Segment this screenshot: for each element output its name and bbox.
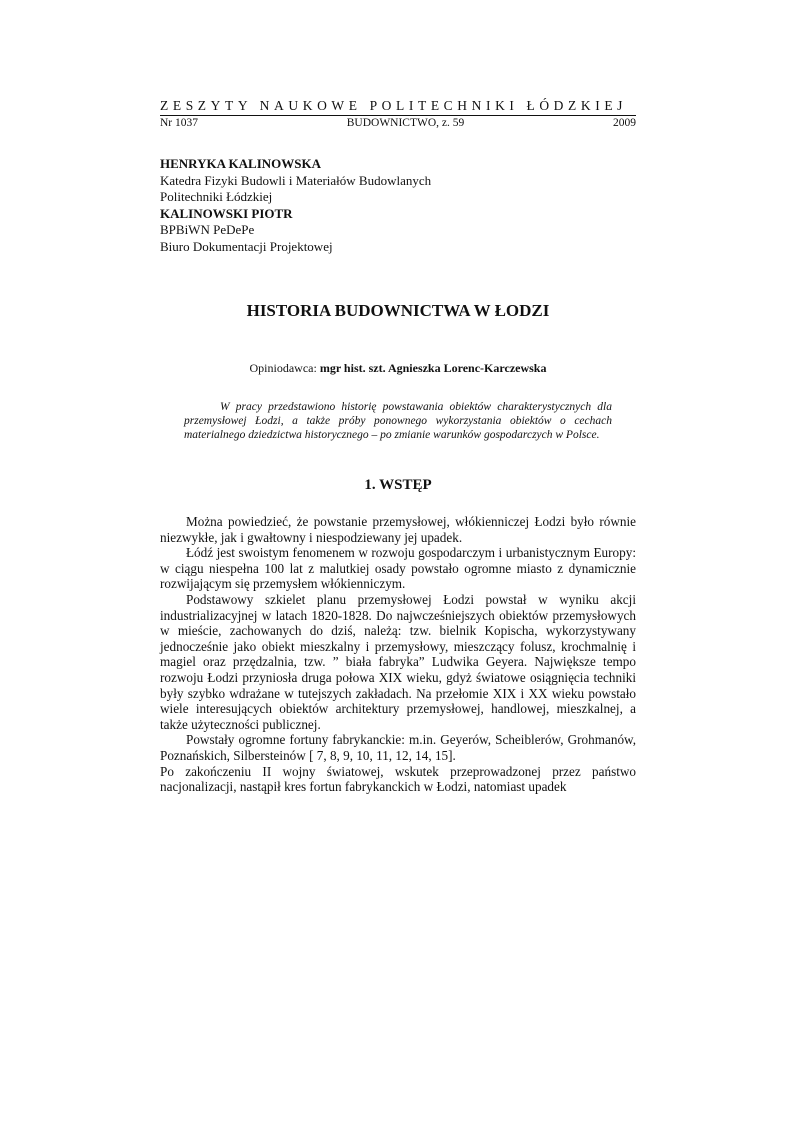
author-affiliation: Biuro Dokumentacji Projektowej <box>160 238 333 254</box>
author-name: HENRYKA KALINOWSKA <box>160 156 321 171</box>
reviewer-line <box>160 361 636 375</box>
series-name: BUDOWNICTWO, z. 59 <box>346 117 465 129</box>
reviewer-name: mgr hist. szt. Agnieszka Lorenc-Karczewska <box>319 361 547 375</box>
paragraph: Powstały ogromne fortuny fabrykanckie: m.in. Geyerów, Scheiblerów, Grohmanów, Poznańskich, Silbersteinów [ 7, 8, 9, 10, 11, 12, 14, 15]. <box>160 732 636 763</box>
abstract: W pracy przedstawiono historię powstawania obiektów charakterystycznych dla przemysłowej Łodzi, a także próby ponownego wykorzystania obiektów o cechach materialnego dziedzictwa historycznego – po zmianie warunków gospodarczych w Polsce. <box>184 401 612 441</box>
publication-year: 2009 <box>613 117 636 129</box>
author-affiliation: BPBiWN PeDePe <box>160 222 255 237</box>
issue-number: Nr 1037 <box>160 117 199 129</box>
reviewer-label: Opiniodawca: <box>249 361 317 375</box>
issue-meta <box>160 115 636 130</box>
paper-title: HISTORIA BUDOWNICTWA W ŁODZI <box>246 301 550 320</box>
section-heading: 1. WSTĘP <box>364 477 432 493</box>
journal-name: ZESZYTY NAUKOWE POLITECHNIKI ŁÓDZKIEJ <box>160 98 628 113</box>
author-affiliation: Katedra Fizyki Budowli i Materiałów Budowlanych <box>160 172 432 188</box>
paper-page <box>160 98 636 795</box>
section-body <box>160 514 636 795</box>
paragraph: Można powiedzieć, że powstanie przemysłowej, włókienniczej Łodzi było równie niezwykłe, jak i gwałtowny i niespodziewany jej upadek. <box>160 514 636 545</box>
author-name: KALINOWSKI PIOTR <box>160 205 293 221</box>
paragraph: Podstawowy szkielet planu przemysłowej Łodzi powstał w wyniku akcji industrializacyjnej w latach 1820-1828. Do najwcześniejszych obiektów przemysłowych w mieście, zachowanych do dziś, należą: tzw. bielnik Kopischa, wykorzystywany jednocześnie jako obiekt mieszkalny i przemysłowy, mieszczący folusz, krochmalnię i magiel oraz przędzalnia, tzw. ” biała fabryka” Ludwika Geyera. Największe tempo rozwoju Łodzi przyniosła druga połowa XIX wieku, gdyż światowe osiągnięcia techniki były szybko wdrażane w tutejszych zakładach. Na przełomie XIX i XX wieku powstało wiele interesujących obiektów architektury przemysłowej, handlowej, mieszkalnej, a także użyteczności publicznej. <box>160 591 636 732</box>
author-affiliation: Politechniki Łódzkiej <box>160 189 273 204</box>
paragraph: Łódź jest swoistym fenomenem w rozwoju gospodarczym i urbanistycznym Europy: w ciągu niespełna 100 lat z malutkiej osady powstało ogromne miasto z dynamicznie rozwijającym się przemysłem włókienniczym. <box>160 545 636 592</box>
author-block <box>160 156 636 255</box>
paragraph: Po zakończeniu II wojny światowej, wskutek przeprowadzonej przez państwo nacjonalizacji, nastąpił kres fortun fabrykanckich w Łodzi, natomiast upadek <box>160 763 636 795</box>
